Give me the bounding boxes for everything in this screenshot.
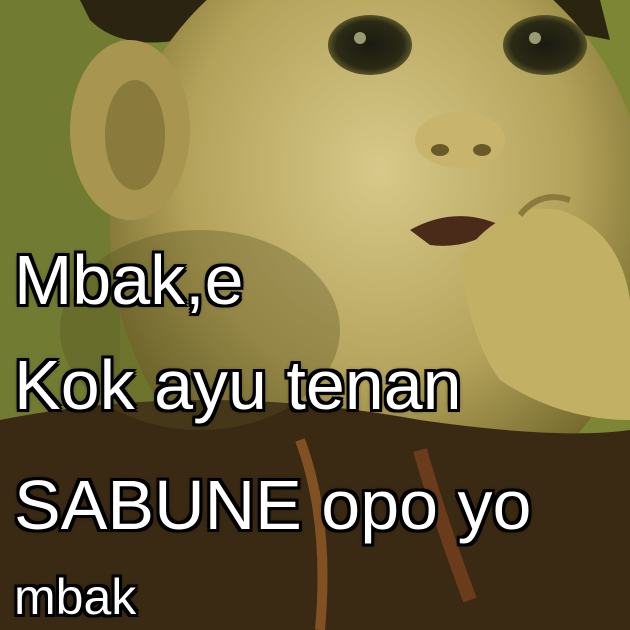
caption-line-3: SABUNE opo yo bbox=[14, 466, 532, 544]
caption-line-2: Kok ayu tenan bbox=[14, 346, 462, 424]
caption-line-1: Mbak,e bbox=[14, 241, 244, 319]
caption-line-4: mbak bbox=[14, 569, 137, 625]
